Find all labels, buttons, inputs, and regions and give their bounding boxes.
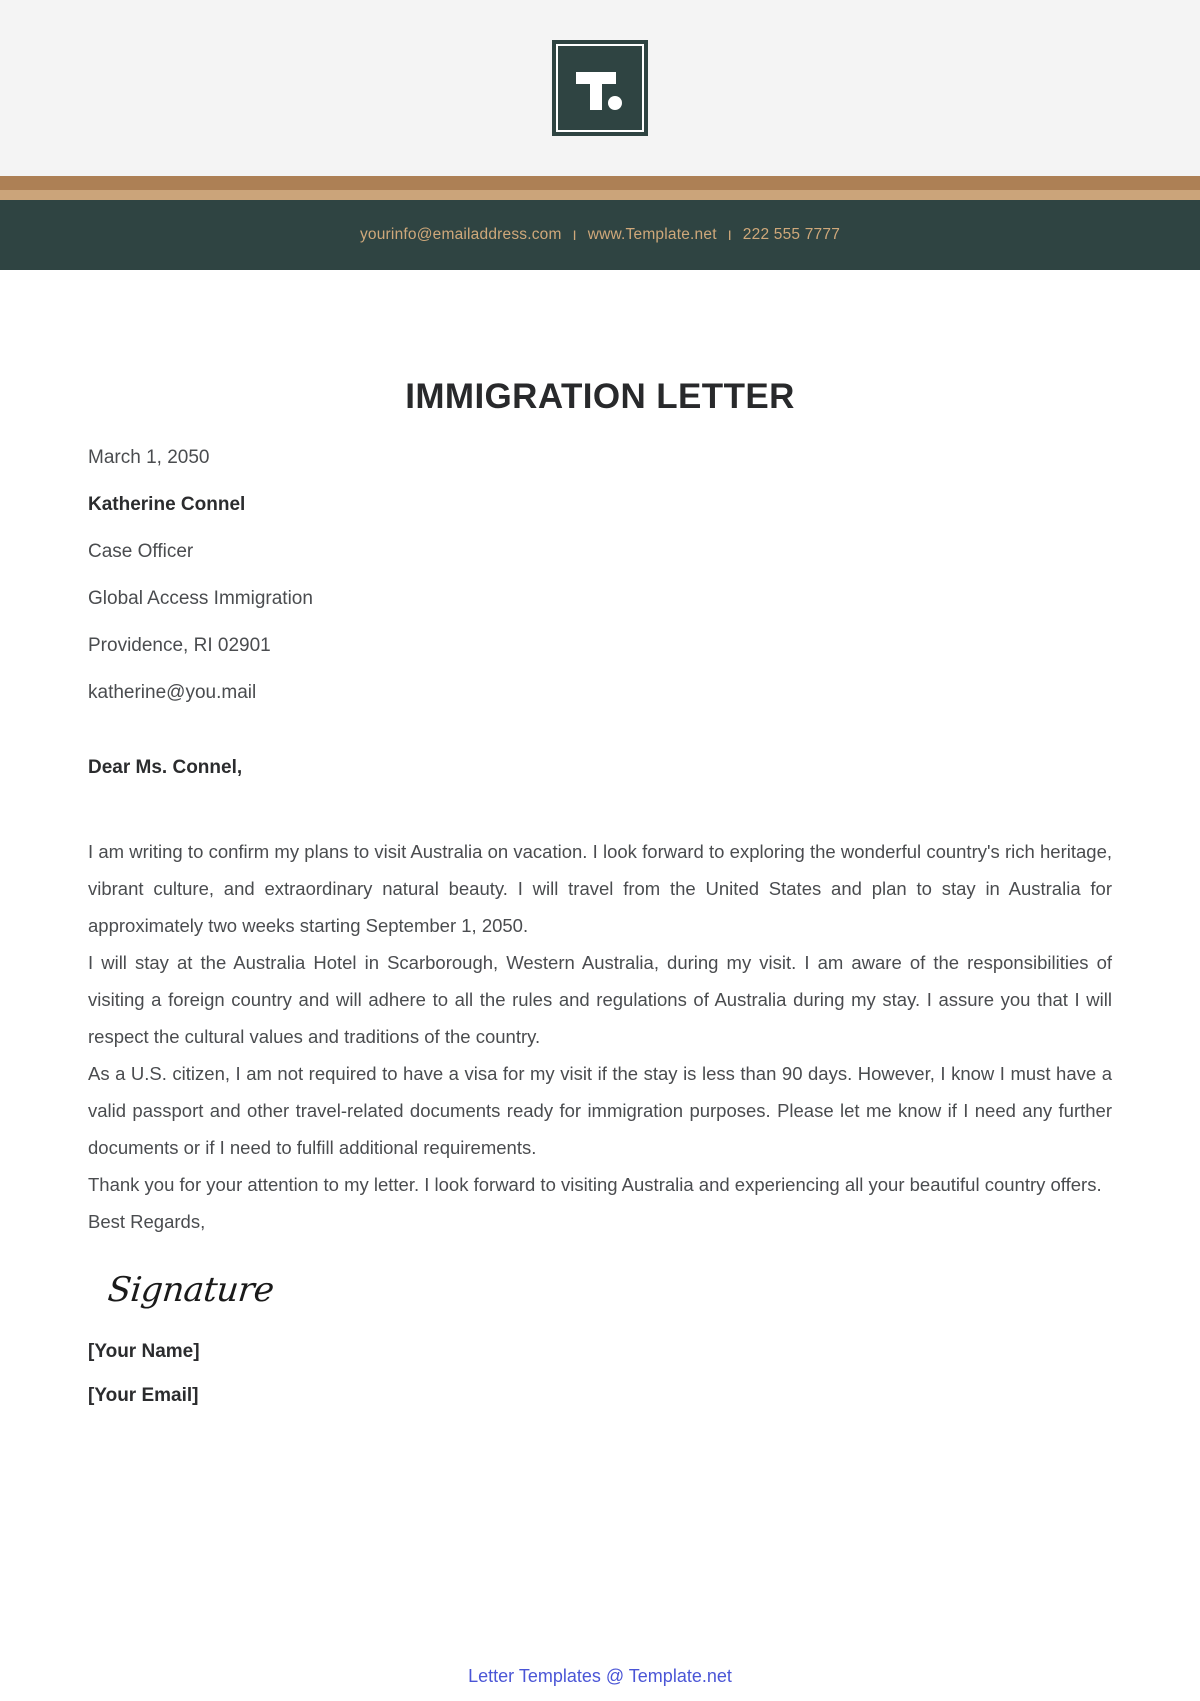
salutation: Dear Ms. Connel, [88,757,243,778]
template-logo [552,40,648,136]
logo-t-stem [590,72,602,110]
contact-bar [0,200,1200,270]
recipient-role: Case Officer [88,541,194,562]
contact-email[interactable]: yourinfo@emailaddress.com [359,226,562,243]
closing-line: Best Regards, [88,1211,206,1232]
page-title: IMMIGRATION LETTER [405,377,795,416]
recipient-name: Katherine Connel [88,494,246,515]
accent-rule-top [0,176,1200,190]
accent-rule-bottom [0,190,1200,200]
logo-period-dot-icon [608,96,622,110]
body-paragraph-2: I will stay at the Australia Hotel in Scarborough, Western Australia, during my visit. I am aware of the responsibilities of visiting a foreign country and will adhere to all the rules and regulations of Australia during my stay. I assure you that I will respect the cultural values and traditions of the country. [88,952,1112,1047]
contact-phone[interactable]: 222 555 7777 [742,226,841,243]
letter-date: March 1, 2050 [88,447,210,468]
recipient-organization: Global Access Immigration [88,588,313,609]
signer-email: [Your Email] [88,1385,199,1406]
letter-sheet [0,377,1200,1405]
recipient-email: katherine@you.mail [88,682,257,703]
signature-mark: Signature [105,1270,276,1310]
contact-separator-2: I [727,227,732,243]
body-paragraph-3: As a U.S. citizen, I am not required to have a visa for my visit if the stay is less than 90 days. However, I know I must have a valid passport and other travel-related documents ready for immigration purposes. Please let me know if I need any further documents or if I need to fulfill additional requirements. [88,1063,1112,1158]
letter-body [88,833,1112,1240]
footer-template-link[interactable]: Letter Templates @ Template.net [468,1666,732,1686]
recipient-address-block [88,448,1112,702]
letterhead-banner [0,0,1200,176]
signer-block [88,1342,1112,1405]
contact-info-group [360,226,840,244]
recipient-location: Providence, RI 02901 [88,635,271,656]
contact-separator-1: I [572,227,577,243]
contact-website[interactable]: www.Template.net [587,226,717,243]
body-paragraph-1: I am writing to confirm my plans to visit Australia on vacation. I look forward to exploring the wonderful country's rich heritage, vibrant culture, and extraordinary natural beauty. I will travel from the United States and plan to stay in Australia for approximately two weeks starting September 1, 2050. [88,841,1112,936]
template-t-logo-icon [574,62,626,114]
signer-name: [Your Name] [88,1341,200,1362]
body-paragraph-4: Thank you for your attention to my letter. I look forward to visiting Australia and experiencing all your beautiful country offers. [88,1174,1102,1195]
